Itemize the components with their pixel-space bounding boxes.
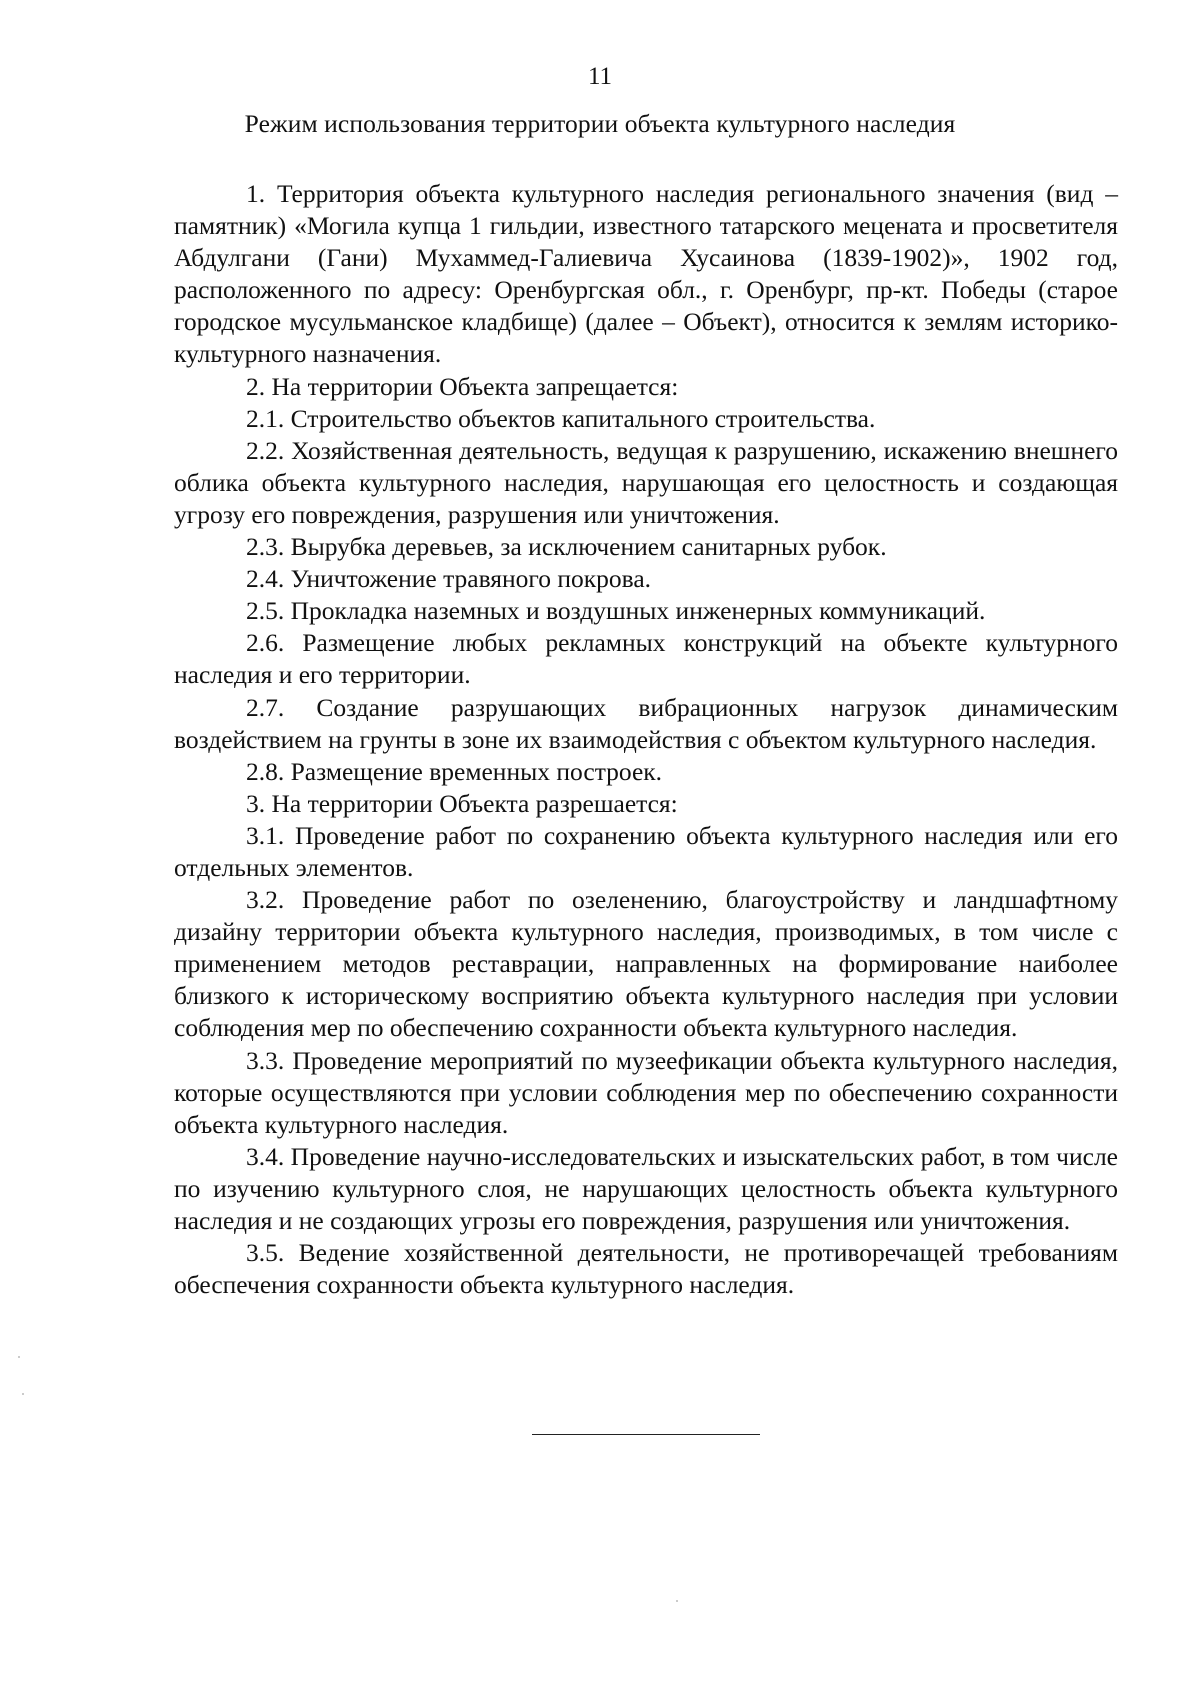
paragraph-3-4: 3.4. Проведение научно-исследовательских и изыскательских работ, в том числе по изучению культурного слоя, не нарушающих целостность объекта культурного наследия и не создающих угрозы его повреждения, разрушения или уничтожения. <box>174 1141 1118 1235</box>
paragraph-2-1: 2.1. Строительство объектов капитального строительства. <box>246 403 876 433</box>
paragraph-3-2: 3.2. Проведение работ по озеленению, благоустройству и ландшафтному дизайну территории объекта культурного наследия, производимых, в том числе с применением методов реставрации, направленных на формирование наиболее близкого к историческому восприятию объекта культурного наследия при условии соблюдения мер по обеспечению сохранности объекта культурного наследия. <box>174 885 1118 1043</box>
paragraph-3-5: 3.5. Ведение хозяйственной деятельности, не противоречащей требованиям обеспечения сохранности объекта культурного наследия. <box>174 1238 1118 1300</box>
paragraph-2: 2. На территории Объекта запрещается: <box>246 371 679 401</box>
document-body <box>174 178 1118 1301</box>
paragraph-2-3: 2.3. Вырубка деревьев, за исключением санитарных рубок. <box>246 532 887 562</box>
paragraph-3-3: 3.3. Проведение мероприятий по музеефикации объекта культурного наследия, которые осуществляются при условии соблюдения мер по обеспечению сохранности объекта культурного наследия. <box>174 1045 1118 1139</box>
page-number: 11 <box>587 63 613 90</box>
paragraph-2-5: 2.5. Прокладка наземных и воздушных инженерных коммуникаций. <box>246 596 986 626</box>
scan-speck <box>22 1393 24 1395</box>
paragraph-2-2: 2.2. Хозяйственная деятельность, ведущая к разрушению, искажению внешнего облика объекта культурного наследия, нарушающая его целостность и создающая угрозу его повреждения, разрушения или уничтожения. <box>174 435 1118 529</box>
scan-speck <box>676 1600 678 1602</box>
paragraph-1: 1. Территория объекта культурного наследия регионального значения (вид – памятник) «Могила купца 1 гильдии, известного татарского мецената и просветителя Абдулгани (Гани) Мухаммед-Галиевича Хусаинова (1839-1902)», 1902 год, расположенного по адресу: Оренбургская обл., г. Оренбург, пр-кт. Победы (старое городское мусульманское кладбище) (далее – Объект), относится к землям историко-культурного назначения. <box>174 179 1118 369</box>
paragraph-3: 3. На территории Объекта разрешается: <box>246 788 678 818</box>
end-of-text-rule <box>532 1434 760 1435</box>
paragraph-2-4: 2.4. Уничтожение травяного покрова. <box>246 564 652 594</box>
paragraph-2-7: 2.7. Создание разрушающих вибрационных нагрузок динамическим воздействием на грунты в зоне их взаимодействия с объектом культурного наследия. <box>174 692 1118 754</box>
paragraph-2-8: 2.8. Размещение временных построек. <box>246 756 663 786</box>
paragraph-2-6: 2.6. Размещение любых рекламных конструкций на объекте культурного наследия и его территории. <box>174 628 1118 690</box>
paragraph-3-1: 3.1. Проведение работ по сохранению объекта культурного наследия или его отдельных элементов. <box>174 820 1118 882</box>
page-title: Режим использования территории объекта культурного наследия <box>244 109 956 138</box>
scan-speck <box>18 1356 20 1358</box>
